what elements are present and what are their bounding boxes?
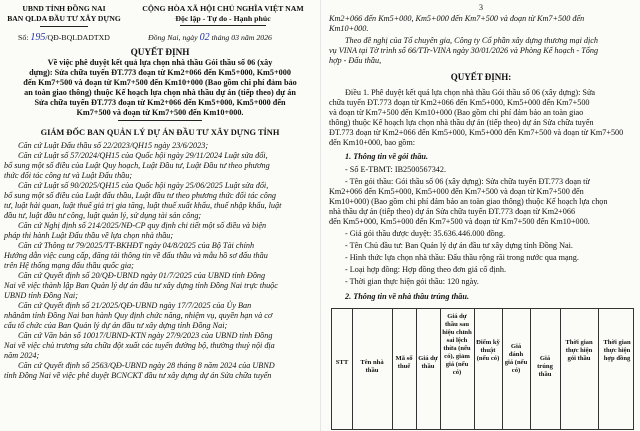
decides-heading: QUYẾT ĐỊNH:: [450, 72, 512, 82]
package-line: đến Km5+000, Km5+000 đến Km7+500 và đoạn từ Km7+500 đến Km10+000.: [329, 217, 590, 226]
org-underline: [40, 26, 88, 27]
decision-title: QUYẾT ĐỊNH: [130, 47, 190, 57]
proposal-line: hợp - Đấu thầu,: [329, 56, 382, 65]
handwritten-day: 02: [199, 32, 210, 43]
page-number: 3: [479, 3, 483, 12]
basis-line: bổ sung một số điều của Luật Quy hoạch, Luật Đầu tư, Luật Đầu tư theo phương: [4, 161, 270, 170]
table-divider: [530, 309, 531, 429]
package-line: nhà thầu dự án (tiếp theo) dự án Sửa chữa tuyến ĐT.773 đoạn từ Km2+066: [329, 207, 576, 216]
article-line: ĐT.773 đoạn từ Km2+066 đến Km5+000, Km5+000 đến Km7+500 và đoạn từ Km7+500: [329, 128, 624, 137]
basis-line: UBND tỉnh Đồng Nai;: [4, 291, 78, 300]
basis-line: cấu tổ chức của Ban Quản lý dự án đầu tư xây dựng tỉnh Đồng Nai;: [4, 321, 228, 330]
proposal-line: vụ VINA tại Tờ trình số 66/TTr-VINA ngày 30/01/2026 và Phòng Kế hoạch - Tổng: [329, 46, 599, 55]
table-header-cell: Tên nhà thầu: [360, 359, 384, 374]
table-header-cell: Điểm kỹ thuật (nếu có): [476, 339, 500, 362]
national-title: CỘNG HÒA XÃ HỘI CHỦ NGHĨA VIỆT NAM: [142, 4, 304, 13]
package-line: Km2+066 đến Km5+000, Km5+000 đến Km7+500 và đoạn từ Km7+500 đến: [329, 187, 584, 196]
table-header-cell: Thời gian thực hiện hợp đồng: [603, 339, 631, 362]
basis-line: Căn cứ Nghị định số 214/2025/NĐ-CP quy định chi tiết một số điều và biện: [18, 221, 267, 230]
subject-line: Km7+500 và đoạn từ Km7+500 đến Km10+000.: [76, 108, 244, 117]
table-header-cell: Giá dự thầu: [418, 355, 438, 370]
document-date: Đồng Nai, ngày 02 tháng 03 năm 2026: [148, 32, 272, 43]
proposal-line: Theo đề nghị của Tổ chuyên gia, Công ty Cổ phần xây dựng thương mại dịch: [345, 36, 598, 45]
package-line: - Số E-TBMT: IB2500567342.: [345, 165, 447, 174]
basis-line: bổ sung một số điều của Luật đấu thầu, Luật đầu tư theo phương thức đối tác công: [4, 191, 277, 200]
basis-line: trên Hệ thống mạng đấu thầu quốc gia;: [4, 261, 134, 270]
basis-line: Căn cứ Quyết định số 20/QĐ-UBND ngày 01/7/2025 của UBND tỉnh Đồng: [18, 271, 266, 280]
package-line: - Tên Chủ đầu tư: Ban Quản lý dự án đầu tư xây dựng tỉnh Đồng Nai.: [345, 241, 573, 250]
basis-line: Căn cứ Luật Đấu thầu số 22/2023/QH15 ngày 23/6/2023;: [18, 141, 209, 150]
table-header-cell: Giá trúng thầu: [537, 355, 553, 378]
package-line: Km10+000) (Bao gồm chi phí đảm bảo an toàn giao thông) thuộc Kế hoạch lựa chọn: [329, 197, 608, 206]
org-line-1: UBND TỈNH ĐỒNG NAI: [22, 4, 106, 13]
package-line: - Thời gian thực hiện gói thầu: 120 ngày.: [345, 277, 479, 286]
document-page-right: [320, 0, 640, 431]
table-header-cell: Thời gian thực hiện gói thầu: [565, 339, 593, 362]
basis-line: tỉnh Đồng Nai về việc phê duyệt BCNCKT đầu tư xây dựng dự án Sửa chữa tuyến: [4, 371, 272, 380]
basis-line: Căn cứ Quyết định số 2563/QĐ-UBND ngày 28 tháng 8 năm 2024 của UBND: [18, 361, 275, 370]
basis-line: tư, luật hải quan, luật thuế giá trị gia tăng, luật thuế xuất khẩu, thuế nhập khẩu, luật: [4, 201, 282, 210]
motto-underline: [180, 25, 266, 26]
basis-line: Căn cứ Quyết định số 21/2025/QĐ-UBND ngày 17/7/2025 của Ủy Ban: [18, 301, 252, 310]
article-line: thông) thuộc Kế hoạch lựa chọn nhà thầu dự án (tiếp theo) dự án Sửa chữa tuyến: [329, 118, 594, 127]
table-header-cell: Giá đánh giá (nếu có): [504, 343, 528, 374]
article-line: và đoạn từ Km7+500 đến Km10+000 (Bao gồm chi phí đảm bảo an toàn giao: [329, 108, 584, 117]
article-line: chữa tuyến ĐT.773 đoạn từ Km2+066 đến Km5+000, Km5+000 đến Km7+500: [329, 98, 590, 107]
section-1-heading: 1. Thông tin về gói thầu.: [345, 152, 429, 161]
subject-underline: [118, 120, 202, 121]
subject-line: Sửa chữa tuyến ĐT.773 đoạn từ Km2+066 đến Km5+000, Km5+000 đến: [34, 98, 286, 107]
basis-line: Căn cứ Văn bản số 10017/UBND-KTN ngày 27/9/2023 của UBND tỉnh Đồng: [18, 331, 273, 340]
basis-line: Căn cứ Thông tư 79/2025/TT-BKHĐT ngày 04/8/2025 của Bộ Tài chính: [18, 241, 255, 250]
table-divider: [440, 309, 441, 429]
national-motto: Độc lập - Tự do - Hạnh phúc: [175, 14, 271, 23]
basis-line: đầu tư, luật đầu tư công, luật quản lý, sử dụng tài sản công;: [4, 211, 202, 220]
document-number: Số: 195/QĐ-BQLDADTXD: [18, 32, 110, 43]
basis-line: thức đối tác công tư và Luật Đấu thầu;: [4, 171, 133, 180]
subject-line: an toàn giao thông) thuộc Kế hoạch lựa chọn nhà thầu dự án (tiếp theo) dự án: [24, 88, 296, 97]
package-line: - Hình thức lựa chọn nhà thầu: Đấu thầu rộng rãi trong nước qua mạng.: [345, 253, 579, 262]
basis-line: Căn cứ Luật số 90/2025/QH15 của Quốc hội ngày 25/06/2025 Luật sửa đổi,: [18, 181, 269, 190]
basis-line: năm 2024;: [4, 351, 40, 360]
basis-line: Nai về việc thành lập Ban Quản lý dự án đầu tư xây dựng tỉnh Đồng Nai trực thuộc: [4, 281, 278, 290]
handwritten-number: 195: [30, 32, 46, 43]
org-line-2: BAN QLDA ĐẦU TƯ XÂY DỰNG: [7, 14, 121, 23]
subject-line: dựng): Sửa chữa tuyến ĐT.773 đoạn từ Km2+066 đến Km5+000, Km5+000: [29, 68, 291, 77]
section-2-heading: 2. Thông tin về nhà thầu trúng thầu.: [345, 292, 469, 301]
table-divider: [598, 309, 599, 429]
basis-line: pháp thi hành Luật Đấu thầu về lựa chọn nhà thầu;: [4, 231, 174, 240]
basis-line: Hướng dẫn việc cung cấp, đăng tải thông tin về đấu thầu và mẫu hồ sơ đấu thầu: [4, 251, 268, 260]
basis-line: Nai về việc chủ trương sửa chữa đột xuất các tuyến đường bộ, thường thuỷ nội địa: [4, 341, 275, 350]
package-line: - Tên gói thầu: Gói thầu số 06 (xây dựng): Sửa chữa tuyến ĐT.773 đoạn từ: [345, 177, 590, 186]
table-header-cell: Mã số thuế: [395, 355, 413, 370]
article-line: đến Km10+000, bao gồm:: [329, 138, 416, 147]
subject-line: Về việc phê duyệt kết quả lựa chọn nhà thầu Gói thầu số 06 (xây: [47, 58, 273, 67]
continued-line: Km2+066 đến Km5+000, Km5+000 đến Km7+500 và đoạn từ Km7+500 đến: [329, 14, 585, 23]
table-divider: [502, 309, 503, 429]
table-divider: [560, 309, 561, 429]
table-divider: [352, 309, 353, 429]
basis-line: nhânâm tỉnh Đồng Nai ban hành Quy định chức năng, nhiệm vụ, quyền hạn và cơ: [4, 311, 273, 320]
table-divider: [416, 309, 417, 429]
basis-line: Căn cứ Luật số 57/2024/QH15 của Quốc hội ngày 29/11/2024 Luật sửa đổi,: [18, 151, 268, 160]
winning-bidder-table: [331, 308, 634, 430]
subject-line: đến Km7+500 và đoạn từ Km7+500 đến Km10+000 (Bao gồm chi phí đảm bảo: [23, 78, 297, 87]
article-line: Điều 1. Phê duyệt kết quả lựa chọn nhà thầu Gói thầu số 06 (xây dựng): Sửa: [345, 88, 596, 97]
table-header-cell: STT: [335, 359, 349, 366]
table-divider: [392, 309, 393, 429]
table-divider: [474, 309, 475, 429]
authority-heading: GIÁM ĐỐC BAN QUẢN LÝ DỰ ÁN ĐẦU TƯ XÂY DỰNG TỈNH: [40, 128, 280, 137]
package-line: - Loại hợp đồng: Hợp đồng theo đơn giá cố định.: [345, 265, 507, 274]
continued-line: Km10+000.: [329, 24, 369, 33]
table-header-cell: Giá dự thầu sau hiệu chỉnh sai lệch thừa (nếu có), giảm giá (nếu có): [442, 313, 472, 376]
package-line: - Giá gói thầu được duyệt: 35.636.446.000 đồng.: [345, 229, 505, 238]
